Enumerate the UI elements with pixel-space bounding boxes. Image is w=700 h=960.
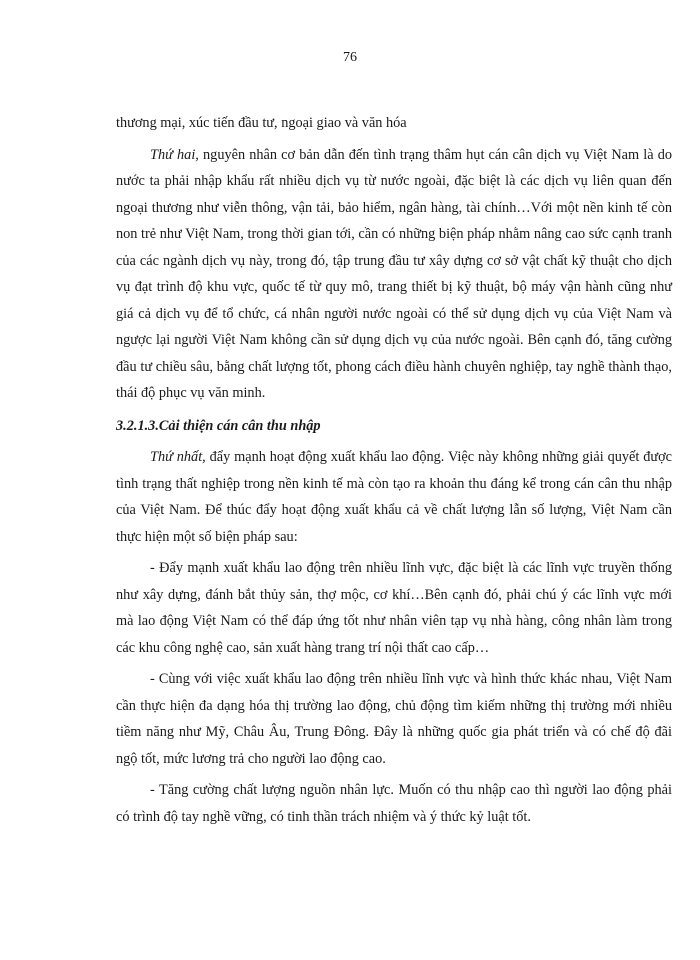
paragraph-continuation: thương mại, xúc tiến đầu tư, ngoại giao và văn hóa — [116, 115, 407, 131]
list-item: - Tăng cường chất lượng nguồn nhân lực. Muốn có thu nhập cao thì người lao động phải có trình độ tay nghề vững, có tinh thần trách nhiệm và ý thức kỷ luật tốt. — [116, 782, 672, 825]
paragraph-text: đẩy mạnh hoạt động xuất khẩu lao động. Việc này không những giải quyết được tình trạng thất nghiệp trong nền kinh tế mà còn tạo ra khoản thu đáng kể trong cán cân thu nhập của Việt Nam. Để thúc đẩy hoạt động xuất khẩu cả về chất lượng lẫn số lượng, Việt Nam cần thực hiện một số biện pháp sau: — [116, 449, 673, 545]
list-item: - Đẩy mạnh xuất khẩu lao động trên nhiều lĩnh vực, đặc biệt là các lĩnh vực truyền thống như xây dựng, đánh bắt thủy sản, thợ mộc, cơ khí…Bên cạnh đó, phải chú ý các lĩnh vực mới mà lao động Việt Nam có thể đáp ứng tốt như nhân viên tạp vụ nhà hàng, công nhân làm trong các khu công nghệ cao, sản xuất hàng trang trí nội thất cao cấp… — [116, 560, 672, 656]
document-body — [116, 110, 672, 830]
page-number: 76 — [343, 50, 357, 65]
paragraph-lead: Thứ hai, — [150, 146, 199, 163]
paragraph-thu-nhat — [116, 444, 672, 550]
paragraph-text: nguyên nhân cơ bản dẫn đến tình trạng thâm hụt cán cân dịch vụ Việt Nam là do nước ta phải nhập khẩu rất nhiều dịch vụ từ nước ngoài, đặc biệt là các dịch vụ liên quan đến ngoại thương như viễn thông, vận tải, bảo hiểm, ngân hàng, tài chính…Với một nền kinh tế còn non trẻ như Việt Nam, trong thời gian tới, cần có những biện pháp nhằm nâng cao sức cạnh tranh của các ngành dịch vụ này, trong đó, tập trung đầu tư xây dựng cơ sở vật chất kỹ thuật cho dịch vụ đạt trình độ khu vực, quốc tế từ quy mô, trang thiết bị kỹ thuật, bộ máy vận hành cũng như giá cả dịch vụ để tổ chức, cá nhân người nước ngoài có thể sử dụng dịch vụ của Việt Nam và ngược lại người Việt Nam không cần sử dụng dịch vụ của nước ngoài. Bên cạnh đó, tăng cường đầu tư chiều sâu, bằng chất lượng tốt, phong cách điều hành chuyên nghiệp, tay nghề thành thạo, thái độ phục vụ văn minh. — [116, 146, 673, 401]
paragraph-lead: Thứ nhất, — [150, 449, 206, 465]
list-item: - Cùng với việc xuất khẩu lao động trên nhiều lĩnh vực và hình thức khác nhau, Việt Nam cần thực hiện đa dạng hóa thị trường lao động, chủ động tìm kiếm những thị trường mới nhiều tiềm năng như Mỹ, Châu Âu, Trung Đông. Đây là những quốc gia phát triển và có chế độ đãi ngộ tốt, mức lương trả cho người lao động cao. — [116, 671, 672, 767]
paragraph-thu-hai — [116, 142, 672, 407]
section-heading: 3.2.1.3.Cải thiện cán cân thu nhập — [116, 417, 321, 434]
